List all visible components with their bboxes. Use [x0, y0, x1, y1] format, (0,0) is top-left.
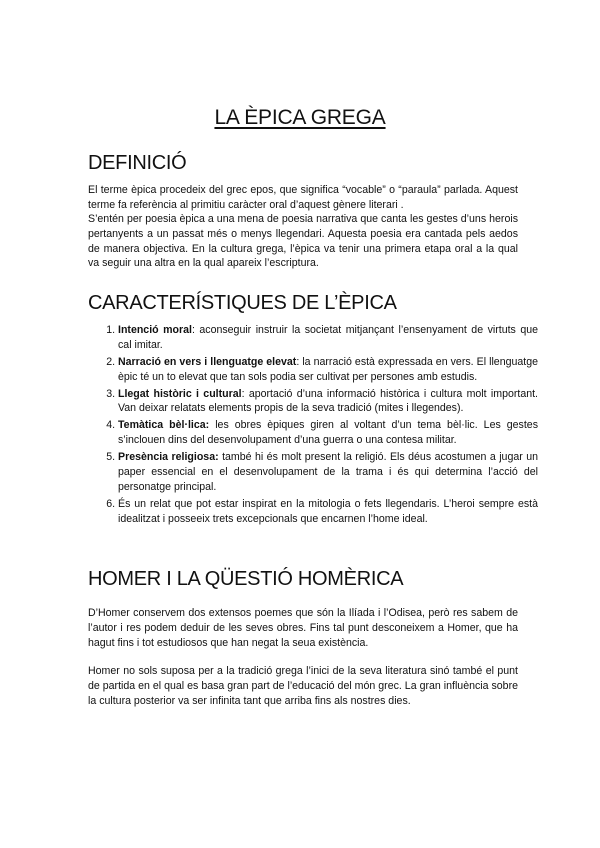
homer-paragraph-2: Homer no sols suposa per a la tradició grega l’inici de la seva literatura sinó també el punt de partida en el qual es basa gran part de l’educació del món grec. La gran influència sobre la cultura posterior va ser infinita tant que arriba fins als nostres dies.	[88, 665, 518, 707]
list-item	[118, 323, 538, 353]
homer-paragraph-1: D’Homer conservem dos extensos poemes que són la Ilíada i l’Odisea, però res sabem de l’autor i res podem deduir de les seves obres. Fins tal punt desconeixem a Homer, que ha hagut fins i tot estudiosos que han negat la seua existència.	[88, 607, 518, 649]
list-item	[118, 387, 538, 417]
list-item-text: també hi és molt present la religió. Els déus acostumen a jugar un paper essencial en el desenvolupament de la trama i és qui determina l’acció del personatge principal.	[118, 451, 538, 493]
heading-caracteristiques: CARACTERÍSTIQUES DE L’ÈPICA	[88, 292, 397, 314]
caracteristiques-list	[98, 323, 538, 528]
list-item	[118, 497, 538, 527]
list-item-term: Intenció moral	[118, 324, 192, 336]
list-item	[118, 418, 538, 448]
list-item	[118, 450, 538, 494]
definicio-paragraph-2: S’entén per poesia èpica a una mena de poesia narrativa que canta les gestes d’uns herois pertanyents a un passat més o menys llegendari. Aquesta poesia era cantada pels aedos de manera objectiva. En la cultura grega, l’èpica va tenir una primera etapa oral a la qual va seguir una altra en la qual apareix l’escriptura.	[88, 213, 518, 270]
document-title: LA ÈPICA GREGA	[214, 106, 386, 129]
list-item	[118, 355, 538, 385]
heading-homer: HOMER I LA QÜESTIÓ HOMÈRICA	[88, 568, 404, 590]
list-item-text: : aconseguir instruir la societat mitjançant l’ensenyament de virtuts que cal imitar.	[118, 324, 538, 351]
list-item-text: : la narració està expressada en vers. El llenguatge èpic té un to elevat que tan sols podia ser cultivat per persones amb estudis.	[118, 355, 538, 383]
list-item-text: : aportació d’una informació històrica i cultura molt important. Van deixar relatats elements propis de la seva tradició (mites i llegendes).	[118, 387, 539, 415]
heading-definicio: DEFINICIÓ	[88, 152, 187, 174]
list-item-term: Llegat històric i cultural	[118, 387, 242, 400]
definicio-paragraph-1: El terme èpica procedeix del grec epos, que significa “vocable” o “paraula” parlada. Aquest terme fa referència al primitiu caràcter oral d’aquest gènere literari .	[88, 184, 518, 211]
list-item-text: És un relat que pot estar inspirat en la mitologia o fets llegendaris. L’heroi sempre està idealitzat i posseeix trets excepcionals que encarnen l’home ideal.	[118, 497, 538, 525]
list-item-text: les obres èpiques giren al voltant d’un tema bèl·lic. Les gestes s’inclouen dins del desenvolupament d’una guerra o una contesa militar.	[118, 419, 538, 447]
list-item-term: Narració en vers i llenguatge elevat	[118, 355, 297, 368]
list-item-term: Temàtica bèl·lica:	[118, 419, 210, 432]
list-item-term: Presència religiosa:	[118, 451, 219, 464]
